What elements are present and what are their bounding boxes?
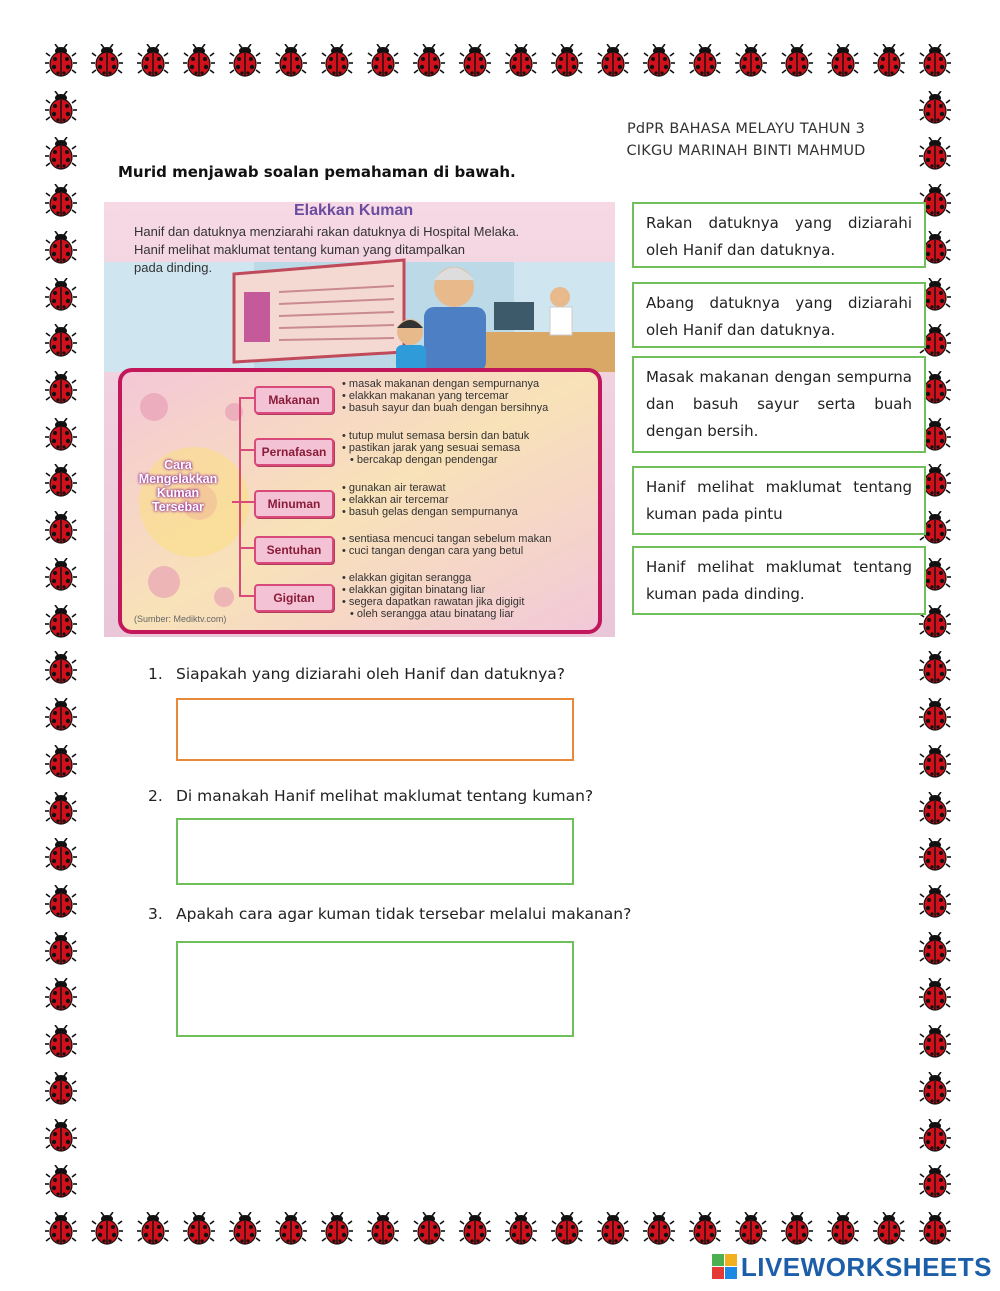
category-gigitan: Gigitan bbox=[254, 584, 334, 612]
infographic-story-line-3: pada dinding. bbox=[134, 260, 213, 275]
liveworksheets-logo bbox=[712, 1250, 992, 1284]
ladybug-icon bbox=[734, 1212, 768, 1246]
ladybug-icon bbox=[44, 978, 78, 1012]
ladybug-icon bbox=[228, 1212, 262, 1246]
ladybug-icon bbox=[44, 418, 78, 452]
bullets-makanan: • masak makanan dengan sempurnanya • elakkan makanan yang tercemar • basuh sayur dan buah dengan bersihnya bbox=[342, 378, 597, 414]
header-line-2: CIKGU MARINAH BINTI MAHMUD bbox=[626, 143, 866, 159]
ladybug-icon bbox=[44, 698, 78, 732]
ladybug-icon bbox=[642, 44, 676, 78]
ladybug-icon bbox=[412, 1212, 446, 1246]
ladybug-icon bbox=[44, 464, 78, 498]
category-minuman: Minuman bbox=[254, 490, 334, 518]
ladybug-icon bbox=[918, 1119, 952, 1153]
ladybug-icon bbox=[44, 838, 78, 872]
ladybug-icon bbox=[918, 91, 952, 125]
ladybug-icon bbox=[596, 1212, 630, 1246]
bullets-minuman: • gunakan air terawat • elakkan air tercemar • basuh gelas dengan sempurnanya bbox=[342, 482, 597, 518]
ladybug-icon bbox=[412, 44, 446, 78]
ladybug-icon bbox=[918, 1212, 952, 1246]
ladybug-icon bbox=[918, 792, 952, 826]
bullets-gigitan: • elakkan gigitan serangga • elakkan gigitan binatang liar • segera dapatkan rawatan jika digigit • oleh serangga atau binatang liar bbox=[342, 572, 597, 620]
ladybug-icon bbox=[918, 838, 952, 872]
ladybug-icon bbox=[918, 137, 952, 171]
category-sentuhan: Sentuhan bbox=[254, 536, 334, 564]
ladybug-icon bbox=[44, 137, 78, 171]
ladybug-icon bbox=[44, 1025, 78, 1059]
ladybug-icon bbox=[44, 184, 78, 218]
ladybug-icon bbox=[136, 44, 170, 78]
ladybug-icon bbox=[44, 745, 78, 779]
category-makanan: Makanan bbox=[254, 386, 334, 414]
ladybug-icon bbox=[872, 1212, 906, 1246]
ladybug-icon bbox=[734, 44, 768, 78]
infographic-story-line-2: Hanif melihat maklumat tentang kuman yang ditampalkan bbox=[134, 242, 465, 257]
ladybug-icon bbox=[688, 44, 722, 78]
ladybug-icon bbox=[44, 1072, 78, 1106]
ladybug-icon bbox=[688, 1212, 722, 1246]
ladybug-icon bbox=[182, 1212, 216, 1246]
ladybug-icon bbox=[504, 44, 538, 78]
ladybug-icon bbox=[182, 44, 216, 78]
answer-option-1[interactable]: Rakan datuknya yang diziarahi oleh Hanif dan datuknya. bbox=[632, 202, 926, 268]
answer-option-4[interactable]: Hanif melihat maklumat tentang kuman pada pintu bbox=[632, 466, 926, 535]
ladybug-icon bbox=[44, 231, 78, 265]
ladybug-icon bbox=[44, 324, 78, 358]
ladybug-icon bbox=[826, 44, 860, 78]
ladybug-icon bbox=[44, 885, 78, 919]
ladybug-icon bbox=[458, 44, 492, 78]
ladybug-icon bbox=[44, 1212, 78, 1246]
infographic-title: Elakkan Kuman bbox=[294, 202, 414, 219]
ladybug-icon bbox=[274, 44, 308, 78]
category-pernafasan: Pernafasan bbox=[254, 438, 334, 466]
ladybug-icon bbox=[918, 745, 952, 779]
ladybug-icon bbox=[44, 651, 78, 685]
ladybug-icon bbox=[44, 371, 78, 405]
question-1: 1. Siapakah yang diziarahi oleh Hanif dan datuknya? bbox=[148, 665, 565, 683]
ladybug-icon bbox=[780, 1212, 814, 1246]
ladybug-icon bbox=[918, 1025, 952, 1059]
ladybug-icon bbox=[228, 44, 262, 78]
ladybug-icon bbox=[90, 1212, 124, 1246]
ladybug-icon bbox=[136, 1212, 170, 1246]
ladybug-icon bbox=[918, 885, 952, 919]
ladybug-icon bbox=[366, 1212, 400, 1246]
ladybug-icon bbox=[550, 1212, 584, 1246]
ladybug-icon bbox=[550, 44, 584, 78]
ladybug-icon bbox=[918, 698, 952, 732]
header-line-1: PdPR BAHASA MELAYU TAHUN 3 bbox=[626, 121, 866, 137]
ladybug-icon bbox=[642, 1212, 676, 1246]
ladybug-icon bbox=[44, 278, 78, 312]
ladybug-icon bbox=[918, 1072, 952, 1106]
liveworksheets-logo-icon bbox=[712, 1254, 738, 1280]
ladybug-icon bbox=[44, 792, 78, 826]
infographic-source: (Sumber: Mediktv.com) bbox=[134, 614, 227, 624]
question-2: 2. Di manakah Hanif melihat maklumat tentang kuman? bbox=[148, 787, 594, 805]
infographic-story-line-1: Hanif dan datuknya menziarahi rakan datuknya di Hospital Melaka. bbox=[134, 224, 520, 239]
ladybug-icon bbox=[918, 1165, 952, 1199]
ladybug-icon bbox=[44, 932, 78, 966]
ladybug-icon bbox=[44, 511, 78, 545]
ladybug-icon bbox=[826, 1212, 860, 1246]
ladybug-icon bbox=[780, 44, 814, 78]
ladybug-icon bbox=[44, 44, 78, 78]
ladybug-icon bbox=[274, 1212, 308, 1246]
ladybug-icon bbox=[872, 44, 906, 78]
ladybug-icon bbox=[596, 44, 630, 78]
ladybug-icon bbox=[90, 44, 124, 78]
answer-option-2[interactable]: Abang datuknya yang diziarahi oleh Hanif dan datuknya. bbox=[632, 282, 926, 348]
liveworksheets-logo-text: LIVEWORKSHEETS bbox=[740, 1251, 992, 1282]
answer-option-3[interactable]: Masak makanan dengan sempurna dan basuh sayur serta buah dengan bersih. bbox=[632, 356, 926, 453]
bullets-pernafasan: • tutup mulut semasa bersin dan batuk • pastikan jarak yang sesuai semasa • bercakap dengan pendengar bbox=[342, 430, 597, 466]
answer-option-5[interactable]: Hanif melihat maklumat tentang kuman pada dinding. bbox=[632, 546, 926, 615]
infographic-center-label: Cara Mengelakkan Kuman Tersebar bbox=[138, 458, 218, 514]
ladybug-icon bbox=[44, 1165, 78, 1199]
infographic-image bbox=[104, 202, 615, 637]
instruction-text: Murid menjawab soalan pemahaman di bawah. bbox=[118, 163, 516, 181]
ladybug-icon bbox=[918, 44, 952, 78]
bullets-sentuhan: • sentiasa mencuci tangan sebelum makan • cuci tangan dengan cara yang betul bbox=[342, 533, 597, 557]
ladybug-icon bbox=[44, 605, 78, 639]
ladybug-icon bbox=[366, 44, 400, 78]
answer-box-3[interactable] bbox=[176, 941, 574, 1037]
ladybug-icon bbox=[320, 44, 354, 78]
ladybug-icon bbox=[320, 1212, 354, 1246]
answer-box-1[interactable] bbox=[176, 698, 574, 761]
ladybug-icon bbox=[918, 932, 952, 966]
ladybug-icon bbox=[44, 558, 78, 592]
ladybug-icon bbox=[458, 1212, 492, 1246]
ladybug-icon bbox=[918, 978, 952, 1012]
ladybug-icon bbox=[918, 651, 952, 685]
ladybug-icon bbox=[44, 1119, 78, 1153]
ladybug-icon bbox=[44, 91, 78, 125]
answer-box-2[interactable] bbox=[176, 818, 574, 885]
question-3: 3. Apakah cara agar kuman tidak tersebar melalui makanan? bbox=[148, 905, 632, 923]
ladybug-icon bbox=[504, 1212, 538, 1246]
